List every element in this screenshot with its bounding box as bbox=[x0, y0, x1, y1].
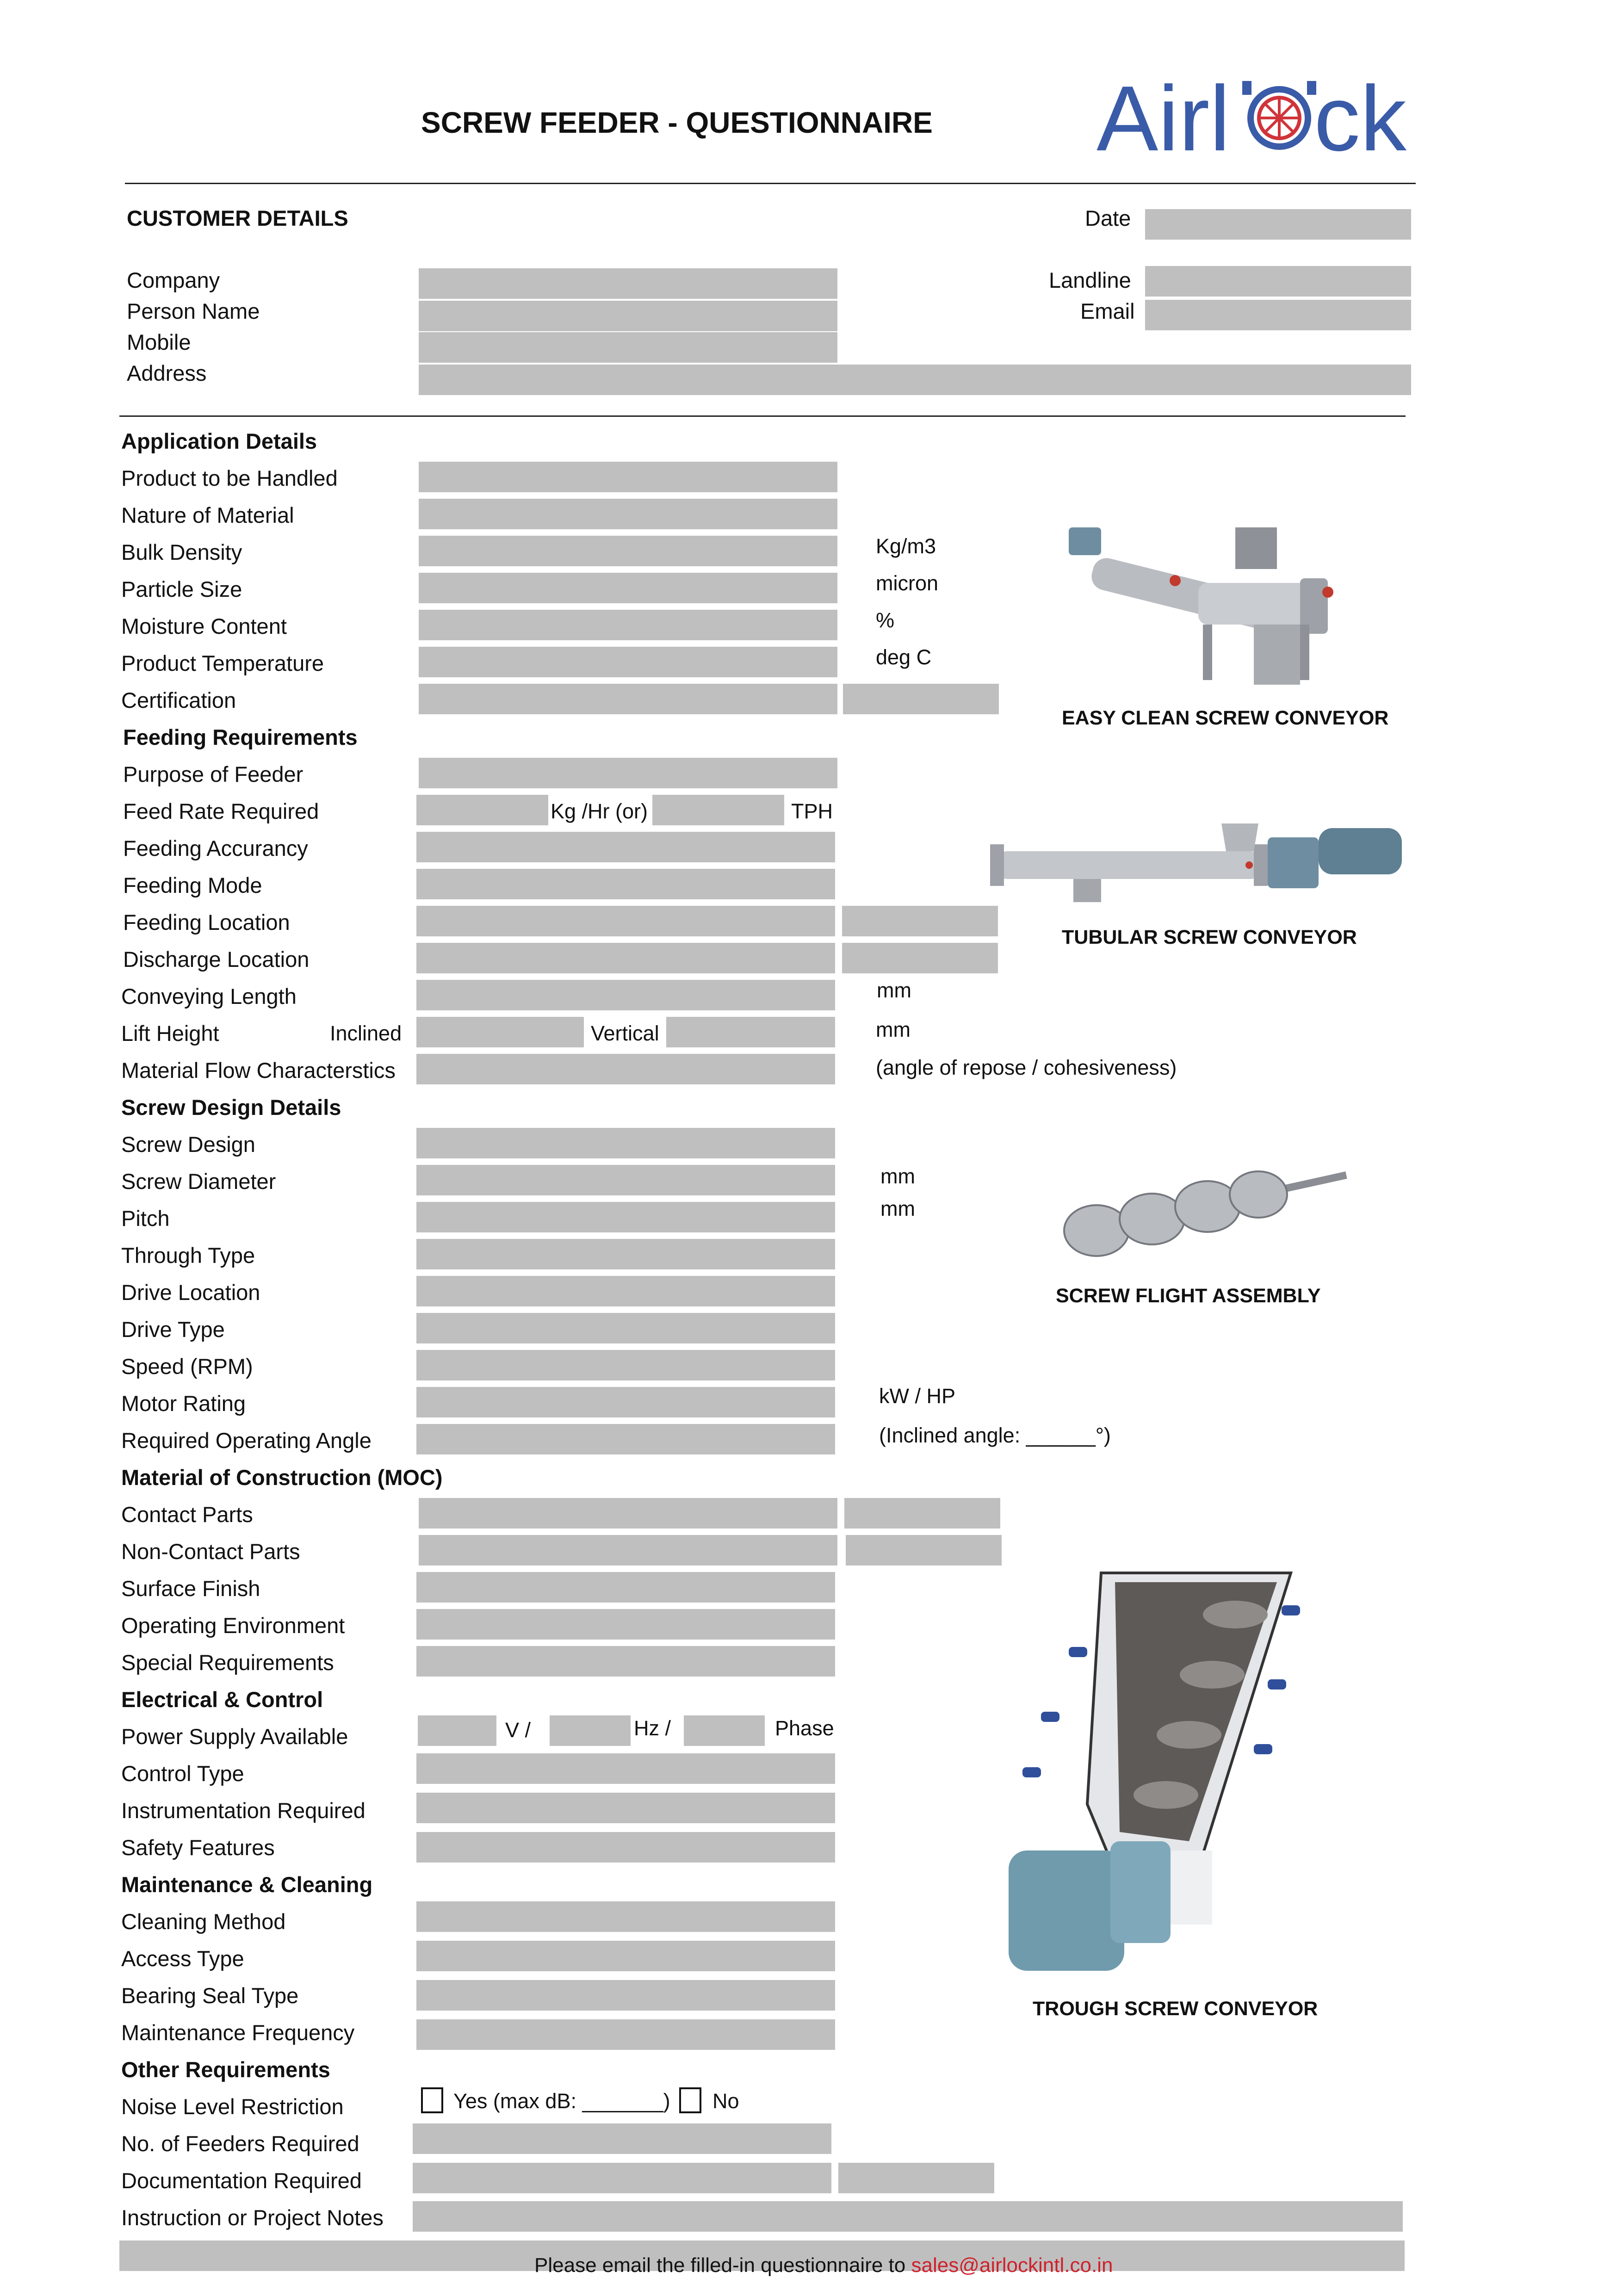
location-extra-field[interactable] bbox=[842, 906, 998, 936]
mobile-field[interactable] bbox=[419, 332, 837, 363]
voltage-field[interactable] bbox=[418, 1715, 496, 1746]
trough-conveyor-drawing bbox=[995, 1564, 1319, 1971]
voltage-unit: V / bbox=[505, 1718, 531, 1742]
email-label: Email bbox=[1080, 299, 1135, 323]
through-label: Through Type bbox=[121, 1243, 255, 1268]
angle-field[interactable] bbox=[416, 1424, 835, 1454]
length-unit: mm bbox=[877, 978, 911, 1002]
tubular-caption: TUBULAR SCREW CONVEYOR bbox=[1062, 926, 1357, 948]
certification-field[interactable] bbox=[419, 684, 837, 714]
diameter-unit: mm bbox=[880, 1164, 915, 1188]
purpose-field[interactable] bbox=[419, 758, 837, 788]
contact-extra-field[interactable] bbox=[844, 1498, 1000, 1529]
drive-location-label: Drive Location bbox=[121, 1280, 260, 1305]
flow-field[interactable] bbox=[416, 1054, 835, 1084]
temperature-unit: deg C bbox=[876, 645, 932, 669]
feed-rate-kg-field[interactable] bbox=[416, 795, 548, 825]
contact-label: Contact Parts bbox=[121, 1502, 253, 1527]
motor-field[interactable] bbox=[416, 1387, 835, 1417]
design-label: Screw Design bbox=[121, 1132, 255, 1157]
length-field[interactable] bbox=[416, 980, 835, 1010]
instrumentation-label: Instrumentation Required bbox=[121, 1798, 365, 1823]
feeding-heading: Feeding Requirements bbox=[123, 725, 358, 749]
contact-field[interactable] bbox=[419, 1498, 837, 1529]
footer bbox=[534, 2254, 1113, 2277]
other-heading: Other Requirements bbox=[121, 2057, 330, 2082]
tubular-conveyor-image bbox=[981, 805, 1420, 911]
certification-extra-field[interactable] bbox=[843, 684, 999, 714]
product-field[interactable] bbox=[419, 462, 837, 492]
application-heading: Application Details bbox=[121, 429, 317, 453]
frequency-field[interactable] bbox=[550, 1715, 631, 1746]
power-label: Power Supply Available bbox=[121, 1724, 348, 1749]
nature-label: Nature of Material bbox=[121, 503, 294, 527]
mode-field[interactable] bbox=[416, 869, 835, 899]
address-field[interactable] bbox=[419, 365, 1411, 395]
noise-no-label: No bbox=[712, 2089, 739, 2113]
date-label: Date bbox=[1085, 206, 1131, 230]
moisture-unit: % bbox=[876, 608, 895, 632]
easy-clean-conveyor-image bbox=[1059, 514, 1393, 699]
pitch-unit: mm bbox=[880, 1197, 915, 1220]
phase-unit: Phase bbox=[775, 1716, 834, 1740]
lift-unit: mm bbox=[876, 1018, 911, 1041]
speed-field[interactable] bbox=[416, 1350, 835, 1380]
noise-yes-label: Yes (max dB: _______) bbox=[453, 2089, 670, 2113]
feeders-field[interactable] bbox=[413, 2123, 831, 2154]
control-label: Control Type bbox=[121, 1761, 244, 1786]
feed-rate-tph-unit: TPH bbox=[791, 799, 833, 823]
through-field[interactable] bbox=[416, 1239, 835, 1269]
particle-size-unit: micron bbox=[876, 571, 939, 595]
bulk-density-unit: Kg/m3 bbox=[876, 534, 936, 558]
airlock-logo-mark bbox=[1096, 65, 1411, 157]
product-label: Product to be Handled bbox=[121, 466, 338, 490]
customer-rule bbox=[119, 415, 1406, 417]
moisture-field[interactable] bbox=[419, 610, 837, 640]
notes-label: Instruction or Project Notes bbox=[121, 2205, 384, 2230]
maintenance-heading: Maintenance & Cleaning bbox=[121, 1872, 373, 1897]
drive-type-field[interactable] bbox=[416, 1313, 835, 1343]
discharge-field[interactable] bbox=[416, 943, 835, 973]
screw-heading: Screw Design Details bbox=[121, 1095, 341, 1120]
design-field[interactable] bbox=[416, 1128, 835, 1158]
noise-yes-checkbox[interactable] bbox=[421, 2087, 443, 2113]
trough-caption: TROUGH SCREW CONVEYOR bbox=[1033, 1998, 1318, 2020]
documentation-field[interactable] bbox=[413, 2163, 831, 2193]
noncontact-label: Non-Contact Parts bbox=[121, 1539, 300, 1564]
particle-size-field[interactable] bbox=[419, 573, 837, 603]
noncontact-extra-field[interactable] bbox=[846, 1535, 1002, 1566]
flight-caption: SCREW FLIGHT ASSEMBLY bbox=[1056, 1285, 1321, 1307]
vertical-label: Vertical bbox=[591, 1021, 659, 1045]
lift-vertical-field[interactable] bbox=[666, 1017, 835, 1047]
address-label: Address bbox=[127, 361, 207, 385]
nature-field[interactable] bbox=[419, 499, 837, 529]
electrical-heading: Electrical & Control bbox=[121, 1687, 323, 1712]
notes-field[interactable] bbox=[413, 2201, 1403, 2232]
length-label: Conveying Length bbox=[121, 984, 297, 1009]
screw-flight-drawing bbox=[1055, 1161, 1351, 1272]
documentation-label: Documentation Required bbox=[121, 2168, 362, 2193]
svg-text:ck: ck bbox=[1314, 67, 1406, 157]
motor-label: Motor Rating bbox=[121, 1391, 246, 1416]
temperature-field[interactable] bbox=[419, 647, 837, 677]
drive-location-field[interactable] bbox=[416, 1276, 835, 1306]
email-field[interactable] bbox=[1145, 300, 1411, 330]
discharge-label: Discharge Location bbox=[123, 947, 310, 972]
safety-field[interactable] bbox=[416, 1832, 835, 1863]
bearing-field[interactable] bbox=[416, 1980, 835, 2011]
footer-text: Please email the filled-in questionnaire to bbox=[534, 2254, 906, 2277]
mode-label: Feeding Mode bbox=[123, 873, 262, 897]
page-title: SCREW FEEDER - QUESTIONNAIRE bbox=[421, 106, 933, 139]
date-field[interactable] bbox=[1145, 209, 1411, 240]
tubular-conveyor-drawing bbox=[981, 805, 1420, 911]
company-label: Company bbox=[127, 268, 220, 292]
finish-label: Surface Finish bbox=[121, 1576, 260, 1601]
header-rule bbox=[125, 183, 1416, 184]
angle-label: Required Operating Angle bbox=[121, 1428, 372, 1453]
mobile-label: Mobile bbox=[127, 330, 191, 354]
noise-label: Noise Level Restriction bbox=[121, 2094, 344, 2119]
instrumentation-field[interactable] bbox=[416, 1793, 835, 1823]
feeders-label: No. of Feeders Required bbox=[121, 2131, 359, 2156]
drive-type-label: Drive Type bbox=[121, 1317, 225, 1342]
certification-label: Certification bbox=[121, 688, 236, 712]
pitch-field[interactable] bbox=[416, 1202, 835, 1232]
footer-email[interactable]: sales@airlockintl.co.in bbox=[911, 2254, 1113, 2277]
svg-text:Airl: Airl bbox=[1096, 67, 1230, 157]
landline-label: Landline bbox=[1049, 268, 1131, 292]
company-field[interactable] bbox=[419, 268, 837, 299]
trough-conveyor-image bbox=[995, 1564, 1319, 1971]
temperature-label: Product Temperature bbox=[121, 651, 324, 675]
noncontact-field[interactable] bbox=[419, 1535, 837, 1566]
person-field[interactable] bbox=[419, 301, 837, 331]
inclined-label: Inclined bbox=[330, 1021, 402, 1045]
location-field[interactable] bbox=[416, 906, 835, 936]
frequency-unit: Hz / bbox=[634, 1716, 671, 1740]
access-label: Access Type bbox=[121, 1946, 244, 1971]
feed-rate-tph-field[interactable] bbox=[652, 795, 784, 825]
bulk-density-field[interactable] bbox=[419, 536, 837, 566]
special-field[interactable] bbox=[416, 1646, 835, 1677]
moc-heading: Material of Construction (MOC) bbox=[121, 1465, 443, 1490]
accuracy-field[interactable] bbox=[416, 832, 835, 862]
special-label: Special Requirements bbox=[121, 1650, 334, 1675]
environment-label: Operating Environment bbox=[121, 1613, 345, 1638]
frequency-label: Maintenance Frequency bbox=[121, 2020, 355, 2045]
diameter-field[interactable] bbox=[416, 1165, 835, 1195]
finish-field[interactable] bbox=[416, 1572, 835, 1603]
access-field[interactable] bbox=[416, 1941, 835, 1971]
flow-label: Material Flow Characterstics bbox=[121, 1058, 396, 1083]
maintenance-frequency-field[interactable] bbox=[416, 2019, 835, 2050]
bearing-label: Bearing Seal Type bbox=[121, 1983, 299, 2008]
flow-unit: (angle of repose / cohesiveness) bbox=[876, 1056, 1177, 1079]
discharge-extra-field[interactable] bbox=[842, 943, 998, 973]
feed-rate-label: Feed Rate Required bbox=[123, 799, 319, 823]
control-field[interactable] bbox=[416, 1753, 835, 1784]
speed-label: Speed (RPM) bbox=[121, 1354, 253, 1379]
angle-unit: (Inclined angle: ______°) bbox=[879, 1423, 1111, 1447]
phase-field[interactable] bbox=[684, 1715, 765, 1746]
landline-field[interactable] bbox=[1145, 266, 1411, 297]
person-label: Person Name bbox=[127, 299, 260, 323]
screw-flight-image bbox=[1055, 1161, 1351, 1272]
particle-size-label: Particle Size bbox=[121, 577, 242, 601]
airlock-logo bbox=[1096, 65, 1411, 157]
accuracy-label: Feeding Accurancy bbox=[123, 836, 308, 860]
bulk-density-label: Bulk Density bbox=[121, 540, 242, 564]
motor-unit: kW / HP bbox=[879, 1384, 955, 1408]
lift-inclined-field[interactable] bbox=[416, 1017, 584, 1047]
easy-clean-caption: EASY CLEAN SCREW CONVEYOR bbox=[1062, 707, 1389, 729]
purpose-label: Purpose of Feeder bbox=[123, 762, 304, 786]
cleaning-label: Cleaning Method bbox=[121, 1909, 286, 1934]
lift-label: Lift Height bbox=[121, 1021, 219, 1046]
cleaning-field[interactable] bbox=[416, 1901, 835, 1932]
feed-rate-kg-unit: Kg /Hr (or) bbox=[551, 799, 648, 823]
easy-clean-conveyor-drawing bbox=[1059, 514, 1393, 699]
location-label: Feeding Location bbox=[123, 910, 290, 934]
safety-label: Safety Features bbox=[121, 1835, 275, 1860]
documentation-extra-field[interactable] bbox=[838, 2163, 994, 2193]
environment-field[interactable] bbox=[416, 1609, 835, 1640]
pitch-label: Pitch bbox=[121, 1206, 170, 1231]
moisture-label: Moisture Content bbox=[121, 614, 287, 638]
noise-no-checkbox[interactable] bbox=[679, 2087, 701, 2113]
diameter-label: Screw Diameter bbox=[121, 1169, 276, 1194]
customer-heading: CUSTOMER DETAILS bbox=[127, 206, 348, 230]
